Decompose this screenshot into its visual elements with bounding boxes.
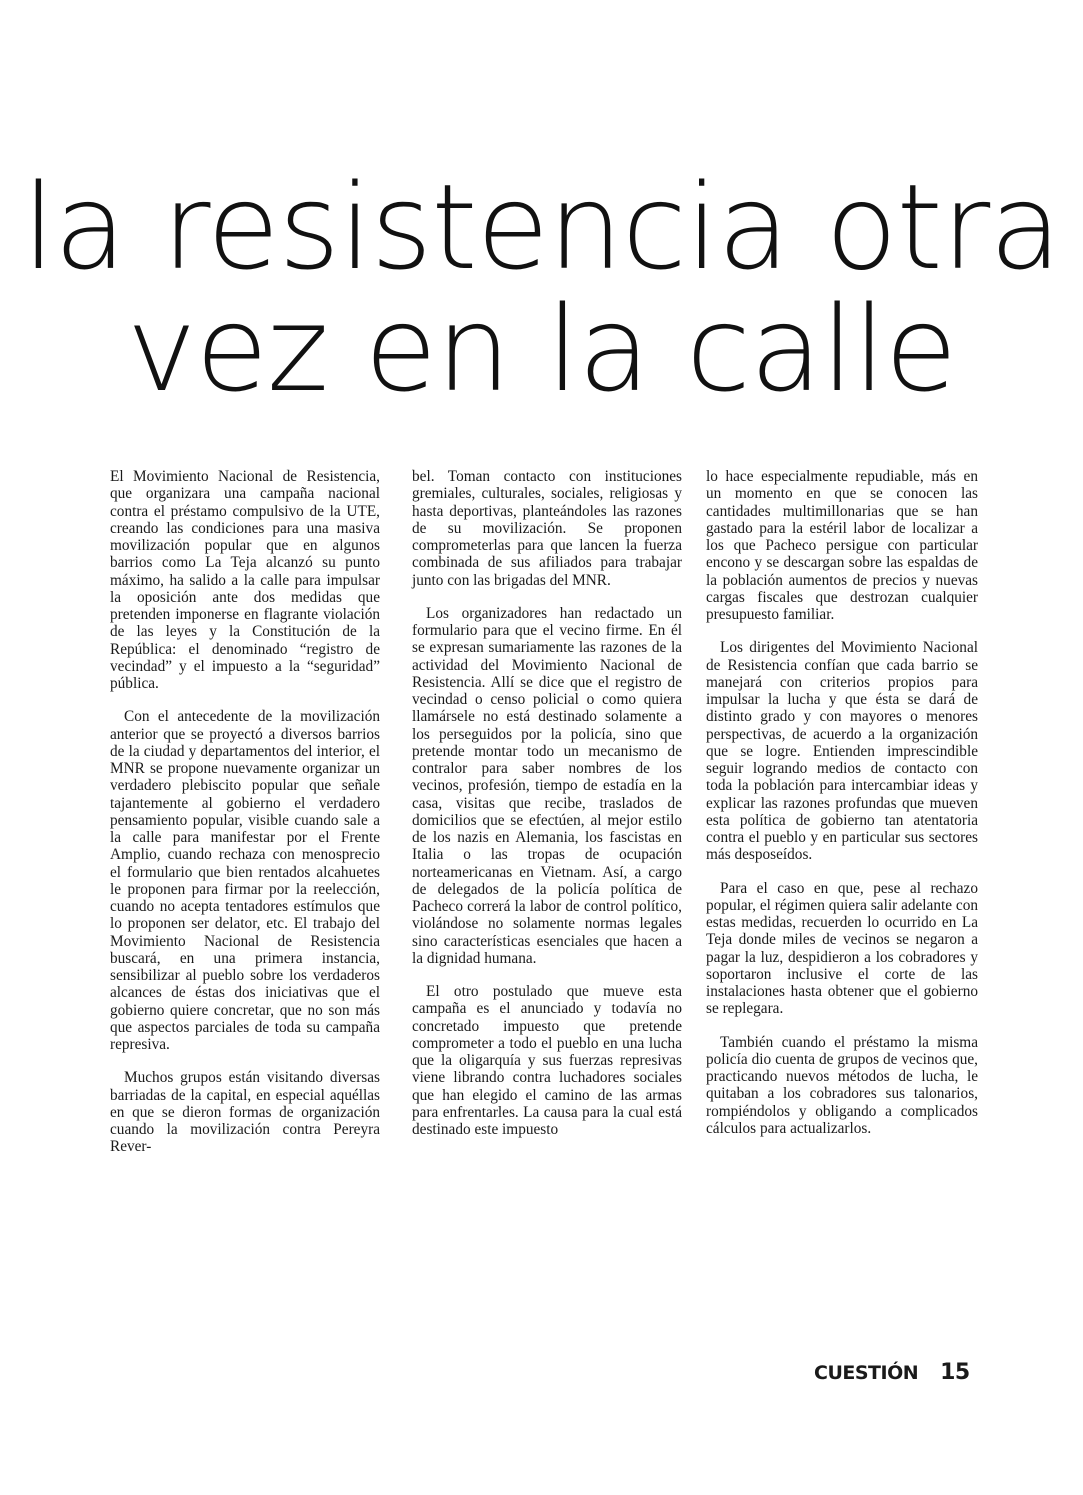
column-2-paragraph-2: Los organizadores han redactado un formulario para que el vecino firme. En él se expresan sumariamente las razones de la actividad del Movimiento Nacional de Resistencia. Allí se dice que el registro de vecindad o censo policial o como quiera llamársele no está destinado solamente a los perseguidos por la policía, sino que pretende montar todo un mecanismo de contralor para saber nombres de los vecinos, profesión, tiempo de estadía en la casa, visitas que recibe, traslados de domicilios que se efectúen, al mejor estilo de los nazis en Alemania, los fascistas en Italia o las tropas de ocupación norteamericanas en Vietnam. Así, a cargo de delegados de la policía política de Pacheco correrá la labor de control político, violándose no solamente normas legales sino características esenciales que hacen a la dignidad humana. [412, 604, 682, 967]
column-1-paragraph-3: Muchos grupos están visitando diversas barriadas de la capital, en especial aquéllas en que se dieron formas de organización cuando la movilización contra Pereyra Rever- [110, 1069, 380, 1156]
column-2-paragraph-1: bel. Toman contacto con instituciones gremiales, culturales, sociales, religiosas y hasta deportivas, planteándoles las razones de su movilización. Se proponen comprometerlas para que lancen la fuerza combinada de sus afiliados para trabajar junto con las brigadas del MNR. [412, 468, 682, 589]
column-3-paragraph-3: Para el caso en que, pese al rechazo popular, el régimen quiera salir adelante con estas medidas, recuerden lo ocurrido en La Teja donde miles de vecinos se negaron a pagar la luz, despidieron a los cobradores y soportaron inclusive el corte de las instalaciones hasta obtener que el gobierno se replegara. [706, 879, 978, 1018]
article-column-1 [110, 468, 380, 1172]
headline-line-1: la resistencia otra [22, 158, 1061, 296]
column-1-paragraph-2: Con el antecedente de la movilización anterior que se proyectó a diversos barrios de la ciudad y departamentos del interior, el MNR se propone nuevamente organizar un verdadero plebiscito popular que señale tajantemente al gobierno el verdadero pensamiento popular, visible cuando sale a la calle para manifestar por el Frente Amplio, cuando rechaza con menosprecio el formulario que bien rentados alcahuetes le proponen para firmar por la reelección, cuando no acepta tentadores estímulos que lo proponen ser delator, etc. El trabajo del Movimiento Nacional de Resistencia buscará, en una primera instancia, sensibilizar al pueblo sobre los verdaderos alcances de éstas dos iniciativas que el gobierno quiere concretar, que no son más que aspectos parciales de toda su campaña represiva. [110, 708, 380, 1053]
magazine-name: CUESTIÓN [814, 1362, 919, 1384]
page-number: 15 [940, 1360, 970, 1385]
column-3-paragraph-2: Los dirigentes del Movimiento Nacional de Resistencia confían que cada barrio se manejará con criterios propios para impulsar la lucha y que ésta se dará de distinto grado y con mayores o menores perspectivas, de acuerdo a la organización que se logre. Entienden imprescindible seguir logrando medios de contacto con toda la población para intercambiar ideas y explicar las razones profundas que mueven esta política de gobierno tan atentatoria contra el pueblo y en particular sus sectores más desposeídos. [706, 639, 978, 864]
page-footer [814, 1360, 970, 1385]
column-3-paragraph-1: lo hace especialmente repudiable, más en un momento en que se conocen las cantidades multimillonarias que se han gastado para la estéril labor de localizar a los que Pacheco persigue con particular encono y se descargan sobre las espaldas de la población aumentos de precios y nuevas cargas fiscales que destrozan cualquier presupuesto familiar. [706, 468, 978, 623]
article-column-3 [706, 468, 978, 1153]
headline-line-2: vez en la calle [126, 280, 957, 418]
column-1-paragraph-1: El Movimiento Nacional de Resistencia, que organizara una campaña nacional contra el préstamo compulsivo de la UTE, creando las condiciones para una masiva movilización popular que en algunos barrios como La Teja alcanzó su punto máximo, ha salido a la calle para impulsar la oposición ante dos medidas que pretenden imponerse en flagrante violación de las leyes y la Constitución de la República: el denominado “registro de vecindad” y el impuesto a la “seguridad” pública. [110, 468, 380, 692]
column-3-paragraph-4: También cuando el préstamo la misma policía dio cuenta de grupos de vecinos que, practicando nuevos métodos de lucha, le quitaban a los cobradores sus talonarios, rompiéndolos y obligando a complicados cálculos para actualizarlos. [706, 1033, 978, 1137]
article-column-2 [412, 468, 682, 1154]
column-2-paragraph-3: El otro postulado que mueve esta campaña es el anunciado y todavía no concretado impuesto que pretende comprometer a todo el pueblo en una lucha que la oligarquía y sus fuerzas represivas viene librando contra luchadores sociales que han elegido el camino de las armas para enfrentarles. La causa para la cual está destinado este impuesto [412, 983, 682, 1138]
